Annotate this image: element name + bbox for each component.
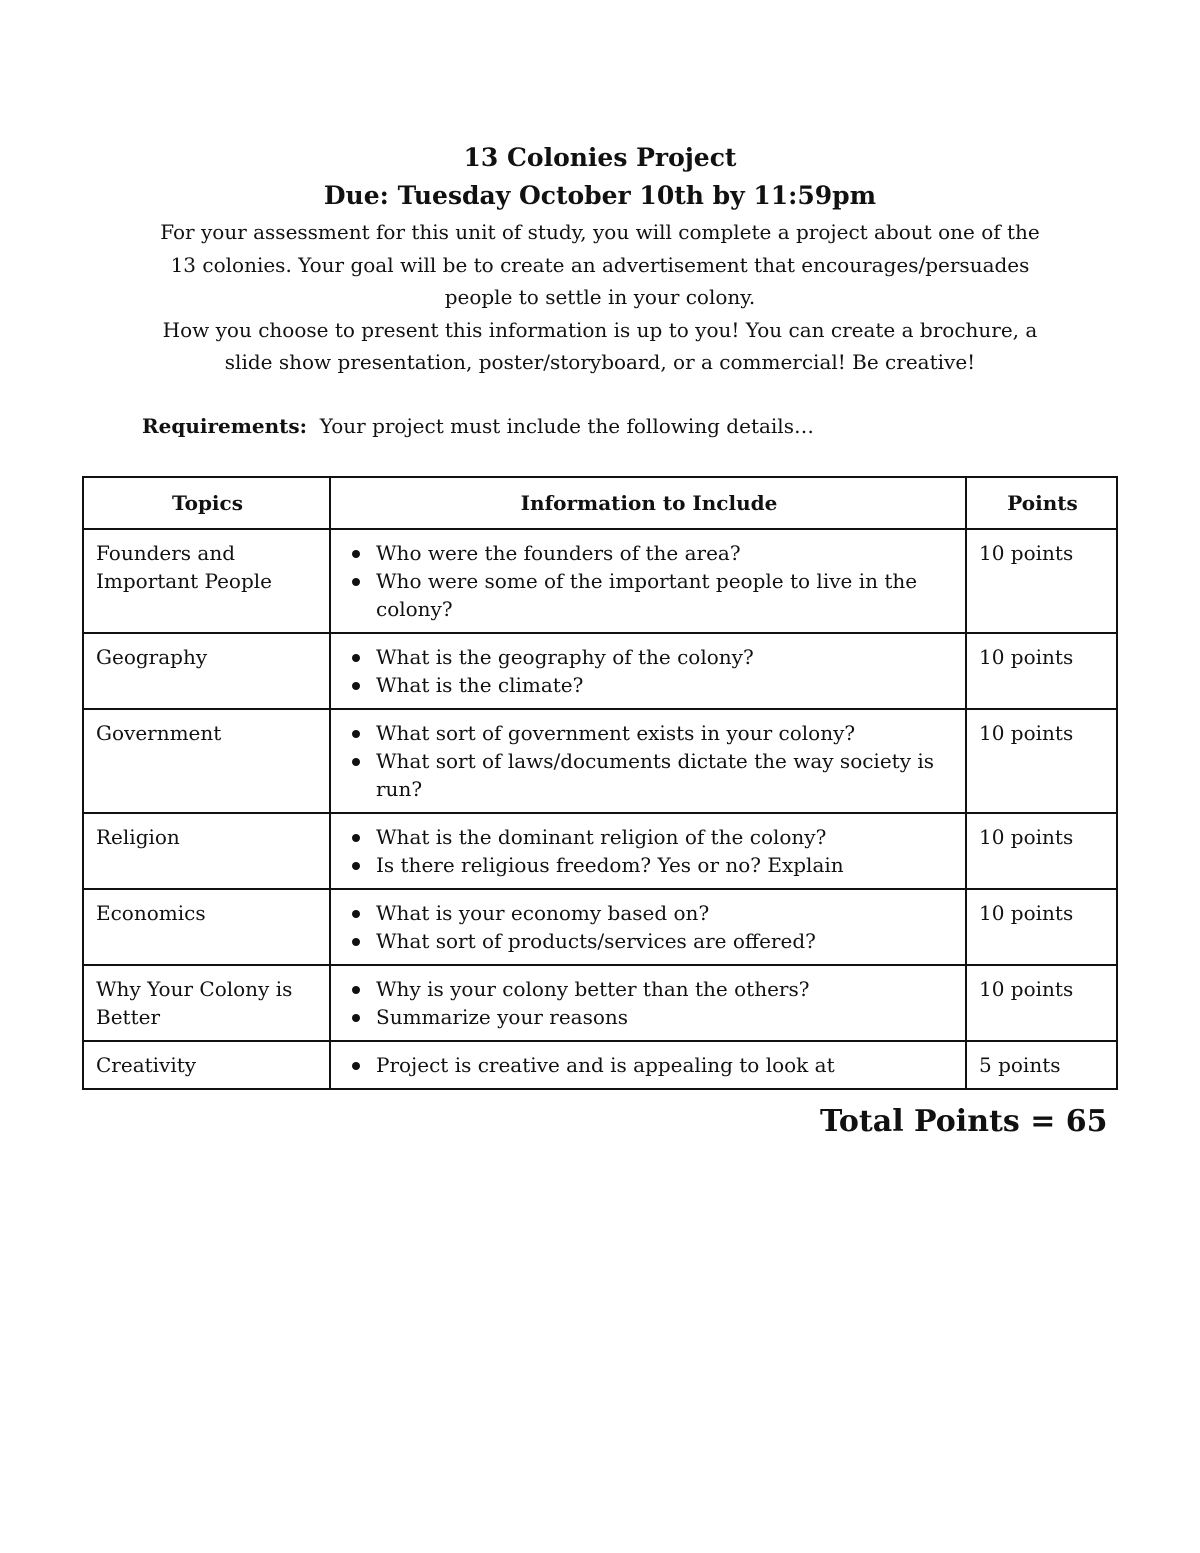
list-item-text: Is there religious freedom? Yes or no? Explain [376, 853, 844, 877]
intro-line: 13 colonies. Your goal will be to create an advertisement that encourages/persuades [170, 252, 1030, 277]
bullet-icon [352, 1014, 360, 1022]
table-row [83, 889, 1117, 965]
list-item-text: What sort of products/services are offered? [376, 929, 816, 953]
points-cell: 10 points [966, 633, 1117, 709]
bullet-icon [352, 730, 360, 738]
intro-paragraph [130, 216, 1070, 379]
info-list [343, 899, 955, 955]
table-row [83, 1041, 1117, 1089]
header-information: Information to Include [330, 477, 966, 529]
list-item [343, 851, 955, 879]
points-cell: 5 points [966, 1041, 1117, 1089]
topic-cell: Government [83, 709, 330, 813]
list-item-text: Why is your colony better than the others? [376, 977, 810, 1001]
points-cell: 10 points [966, 709, 1117, 813]
requirements-text: Your project must include the following details… [319, 414, 814, 438]
intro-line: How you choose to present this information is up to you! You can create a brochure, a [162, 317, 1038, 342]
info-cell [330, 813, 966, 889]
list-item-text: Project is creative and is appealing to look at [376, 1053, 835, 1077]
intro-line: For your assessment for this unit of study, you will complete a project about one of the [160, 220, 1040, 244]
table-row [83, 529, 1117, 633]
list-item [343, 671, 955, 699]
list-item [343, 747, 955, 803]
list-item [343, 823, 955, 851]
list-item [343, 643, 955, 671]
info-cell [330, 889, 966, 965]
info-cell [330, 1041, 966, 1089]
bullet-icon [352, 834, 360, 842]
header-topics: Topics [83, 477, 330, 529]
topic-cell: Founders and Important People [83, 529, 330, 633]
bullet-icon [352, 654, 360, 662]
info-list [343, 719, 955, 803]
bullet-icon [352, 758, 360, 766]
info-cell [330, 529, 966, 633]
topic-cell: Why Your Colony is Better [83, 965, 330, 1041]
topic-cell: Religion [83, 813, 330, 889]
bullet-icon [352, 550, 360, 558]
table-row [83, 709, 1117, 813]
info-cell [330, 709, 966, 813]
list-item [343, 1051, 955, 1079]
bullet-icon [352, 578, 360, 586]
list-item-text: What is your economy based on? [376, 901, 710, 925]
bullet-icon [352, 1062, 360, 1070]
info-cell [330, 965, 966, 1041]
list-item-text: Who were the founders of the area? [376, 541, 741, 565]
list-item [343, 719, 955, 747]
list-item [343, 567, 955, 623]
topic-cell: Economics [83, 889, 330, 965]
list-item-text: What is the dominant religion of the colony? [376, 825, 827, 849]
topic-cell: Creativity [83, 1041, 330, 1089]
list-item-text: What sort of laws/documents dictate the way society is run? [376, 749, 935, 801]
list-item-text: What sort of government exists in your colony? [376, 721, 856, 745]
rubric-table [82, 476, 1118, 1090]
due-date: Due: Tuesday October 10th by 11:59pm [323, 181, 877, 210]
list-item [343, 927, 955, 955]
intro-line: people to settle in your colony. [444, 285, 756, 309]
points-cell: 10 points [966, 813, 1117, 889]
table-row [83, 813, 1117, 889]
points-cell: 10 points [966, 529, 1117, 633]
bullet-icon [352, 682, 360, 690]
list-item [343, 539, 955, 567]
document-title: 13 Colonies Project [463, 143, 737, 172]
table-row [83, 965, 1117, 1041]
info-list [343, 539, 955, 623]
topic-cell: Geography [83, 633, 330, 709]
total-points: Total Points = 65 [820, 1104, 1108, 1139]
intro-line: slide show presentation, poster/storyboard, or a commercial! Be creative! [224, 350, 976, 374]
bullet-icon [352, 910, 360, 918]
list-item [343, 899, 955, 927]
points-cell: 10 points [966, 965, 1117, 1041]
list-item-text: What is the geography of the colony? [376, 645, 754, 669]
list-item [343, 975, 955, 1003]
header-points: Points [966, 477, 1117, 529]
list-item-text: Who were some of the important people to live in the colony? [376, 569, 918, 621]
bullet-icon [352, 986, 360, 994]
info-list [343, 975, 955, 1031]
list-item-text: What is the climate? [376, 673, 584, 697]
bullet-icon [352, 862, 360, 870]
info-list [343, 823, 955, 879]
info-cell [330, 633, 966, 709]
table-row [83, 633, 1117, 709]
info-list [343, 643, 955, 699]
requirements-label: Requirements: [142, 414, 308, 438]
list-item-text: Summarize your reasons [376, 1005, 629, 1029]
bullet-icon [352, 938, 360, 946]
table-header-row [83, 477, 1117, 529]
list-item [343, 1003, 955, 1031]
points-cell: 10 points [966, 889, 1117, 965]
requirements-line [142, 410, 814, 442]
info-list [343, 1051, 955, 1079]
